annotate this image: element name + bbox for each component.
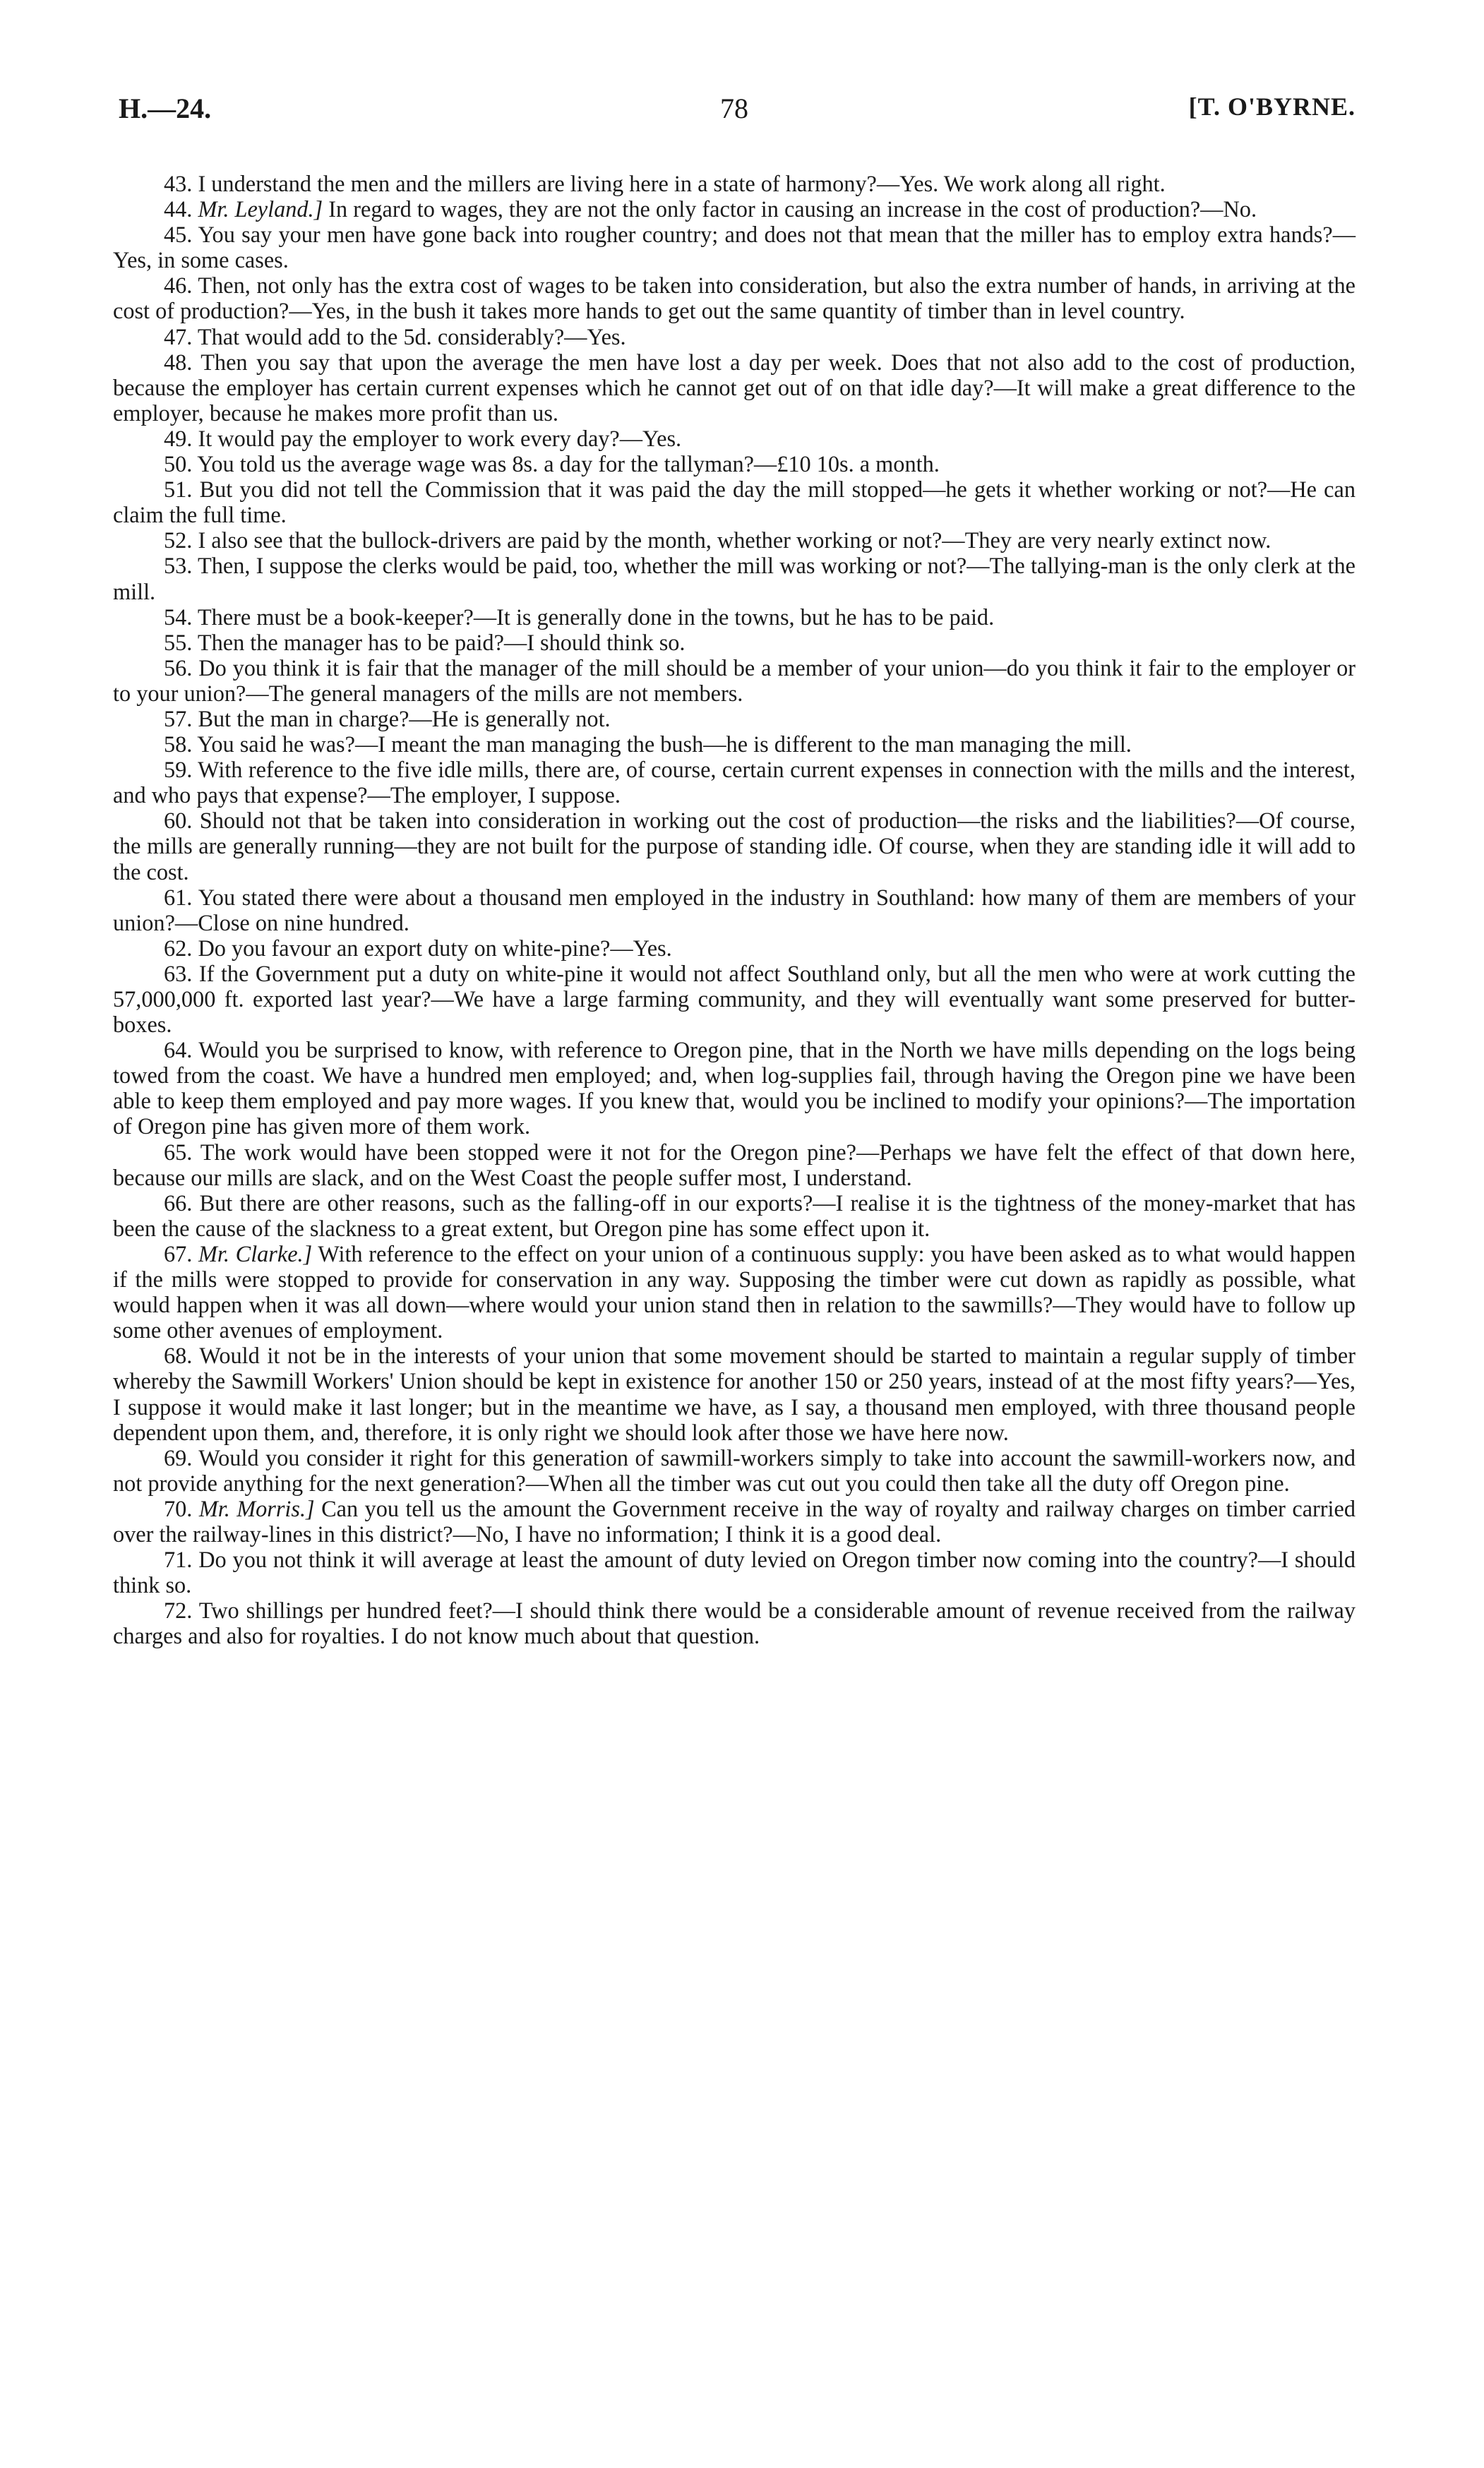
question-text: But the man in charge?—He is generally not. [198, 705, 611, 731]
question-text: In regard to wages, they are not the only factor in causing an increase in the cost of production?—No. [328, 196, 1257, 222]
question-text: You told us the average wage was 8s. a day for the tallyman?—£10 10s. a month. [197, 451, 940, 477]
question-paragraph [113, 426, 1356, 451]
question-number: 49. [164, 425, 193, 451]
question-text: Should not that be taken into consideration in working out the cost of production—the risks and the liabilities?—Of course, the mills are generally running—they are not built for the purpose of standing idle. Of course, when they are standing idle it will add to the cost. [113, 808, 1356, 885]
question-number: 66. [164, 1190, 193, 1216]
question-paragraph [113, 1139, 1356, 1190]
question-number: 50. [164, 451, 193, 477]
question-number: 48. [164, 349, 193, 375]
question-number: 68. [164, 1343, 193, 1369]
question-text: With reference to the five idle mills, there are, of course, certain current expenses in connection with the mills and the interest, and who pays that expense?—The employer, I suppose. [113, 757, 1356, 808]
question-number: 46. [164, 272, 193, 299]
question-paragraph [113, 706, 1356, 731]
question-paragraph [113, 553, 1356, 604]
question-number: 47. [164, 323, 193, 349]
question-number: 64. [164, 1037, 193, 1063]
question-paragraph [113, 171, 1356, 196]
question-paragraph [113, 655, 1356, 706]
question-paragraph [113, 935, 1356, 961]
question-number: 57. [164, 705, 193, 731]
question-number: 65. [164, 1139, 193, 1165]
question-paragraph [113, 1190, 1356, 1241]
question-paragraph [113, 222, 1356, 272]
question-paragraph [113, 349, 1356, 426]
question-number: 61. [164, 884, 193, 910]
question-paragraph [113, 757, 1356, 808]
question-number: 63. [164, 960, 193, 986]
question-text: It would pay the employer to work every day?—Yes. [198, 425, 682, 451]
question-paragraph [113, 808, 1356, 884]
question-text: You say your men have gone back into rougher country; and does not that mean that the miller has to employ extra hands?—Yes, in some cases. [113, 222, 1356, 273]
question-text: Do you not think it will average at least the amount of duty levied on Oregon timber now coming into the country?—I should think so. [113, 1547, 1356, 1598]
question-text: Would it not be in the interests of your union that some movement should be started to maintain a regular supply of timber whereby the Sawmill Workers' Union should be kept in existence for another 150 or 250 years, instead of at the most fifty years?—Yes, I suppose it would make it last longer; but in the meantime we have, as I say, a thousand men employed, with three thousand people dependent upon them, and, therefore, it is only right we should look after those we have here now. [113, 1343, 1356, 1445]
question-text: If the Government put a duty on white-pine it would not affect Southland only, but all the men who were at work cutting the 57,000,000 ft. exported last year?—We have a large farming community, and they will eventually want some preserved for butter-boxes. [113, 960, 1356, 1038]
question-text: Then the manager has to be paid?—I should think so. [197, 629, 686, 655]
question-paragraph [113, 885, 1356, 935]
question-paragraph [113, 1241, 1356, 1343]
question-paragraph [113, 1598, 1356, 1648]
testimony-body [113, 171, 1356, 1648]
speaker-name: Mr. Morris.] [198, 1495, 315, 1521]
question-text: Then, not only has the extra cost of wages to be taken into consideration, but also the extra number of hands, in arriving at the cost of production?—Yes, in the bush it takes more hands to get out the same quantity of timber than in level country. [113, 272, 1356, 324]
question-text: But you did not tell the Commission that it was paid the day the mill stopped—he gets it whether working or not?—He can claim the full time. [113, 477, 1356, 528]
question-number: 43. [164, 171, 193, 196]
question-number: 70. [164, 1495, 193, 1521]
question-paragraph [113, 272, 1356, 323]
question-paragraph [113, 527, 1356, 553]
question-paragraph [113, 604, 1356, 630]
question-paragraph [113, 477, 1356, 527]
question-paragraph [113, 961, 1356, 1037]
question-text: You said he was?—I meant the man managing the bush—he is different to the man managing the mill. [197, 731, 1132, 757]
witness-name: [T. O'BYRNE. [1188, 92, 1356, 121]
question-number: 72. [164, 1598, 193, 1624]
question-text: That would add to the 5d. considerably?—Yes. [197, 323, 626, 349]
question-paragraph [113, 1037, 1356, 1139]
question-number: 69. [164, 1444, 193, 1470]
question-text: Would you be surprised to know, with reference to Oregon pine, that in the North we have mills depending on the logs being towed from the coast. We have a hundred men employed; and, when log-supplies fail, through having the Oregon pine we have been able to keep them employed and pay more wages. If you knew that, would you be inclined to modify your opinions?—The importation of Oregon pine has given more of them work. [113, 1037, 1356, 1139]
question-paragraph [113, 731, 1356, 757]
question-paragraph [113, 630, 1356, 655]
question-number: 44. [164, 196, 193, 222]
question-text: You stated there were about a thousand men employed in the industry in Southland: how many of them are members of your union?—Close on nine hundred. [113, 884, 1356, 935]
question-text: I also see that the bullock-drivers are paid by the month, whether working or not?—They are very nearly extinct now. [198, 527, 1271, 553]
question-number: 53. [164, 553, 193, 579]
question-text: But there are other reasons, such as the falling-off in our exports?—I realise it is the tightness of the money-market that has been the cause of the slackness to a great extent, but Oregon pine has some effect upon it. [113, 1190, 1356, 1241]
speaker-name: Mr. Leyland.] [198, 196, 323, 222]
question-number: 67. [164, 1240, 193, 1266]
question-number: 52. [164, 527, 193, 553]
question-number: 62. [164, 935, 193, 961]
question-number: 45. [164, 222, 193, 248]
question-paragraph [113, 451, 1356, 477]
question-text: With reference to the effect on your union of a continuous supply: you have been asked as to what would happen if the mills were stopped to provide for conservation in any way. Supposing the timber were cut down as rapidly as possible, what would happen when it was all down—where would your union stand then in relation to the sawmills?—They would have to follow up some other avenues of employment. [113, 1240, 1356, 1343]
question-text: Then, I suppose the clerks would be paid, too, whether the mill was working or not?—The tallying-man is the only clerk at the mill. [113, 553, 1356, 604]
question-number: 54. [164, 604, 193, 630]
question-paragraph [113, 1547, 1356, 1598]
question-number: 60. [164, 808, 193, 834]
document-page [113, 92, 1356, 1648]
question-text: I understand the men and the millers are living here in a state of harmony?—Yes. We work along all right. [198, 171, 1166, 196]
page-header [113, 92, 1356, 141]
question-text: The work would have been stopped were it not for the Oregon pine?—Perhaps we have felt the effect of that down here, because our mills are slack, and on the West Coast the people suffer most, I understand. [113, 1139, 1356, 1190]
question-number: 71. [164, 1547, 193, 1573]
question-text: Would you consider it right for this generation of sawmill-workers simply to take into account the sawmill-workers now, and not provide anything for the next generation?—When all the timber was cut out you could then take all the duty off Oregon pine. [113, 1444, 1356, 1496]
question-paragraph [113, 1445, 1356, 1496]
question-text: Two shillings per hundred feet?—I should think there would be a considerable amount of revenue received from the railway charges and also for royalties. I do not know much about that question. [113, 1598, 1356, 1649]
question-paragraph [113, 196, 1356, 222]
question-text: Can you tell us the amount the Government receive in the way of royalty and railway charges on timber carried over the railway-lines in this district?—No, I have no information; I think it is a good deal. [113, 1495, 1356, 1547]
question-number: 56. [164, 654, 193, 681]
question-number: 55. [164, 629, 193, 655]
question-text: Do you favour an export duty on white-pine?—Yes. [198, 935, 672, 961]
page-number: 78 [720, 92, 748, 124]
question-paragraph [113, 1496, 1356, 1547]
question-paragraph [113, 324, 1356, 349]
question-number: 59. [164, 757, 193, 783]
question-number: 58. [164, 731, 193, 757]
question-text: Then you say that upon the average the men have lost a day per week. Does that not also add to the cost of production, because the employer has certain current expenses which he cannot get out of on that idle day?—It will make a great difference to the employer, because he makes more profit than us. [113, 349, 1356, 426]
question-text: There must be a book-keeper?—It is generally done in the towns, but he has to be paid. [197, 604, 995, 630]
question-paragraph [113, 1343, 1356, 1444]
document-code: H.—24. [119, 92, 212, 124]
question-number: 51. [164, 477, 193, 503]
speaker-name: Mr. Clarke.] [198, 1240, 313, 1266]
question-text: Do you think it is fair that the manager of the mill should be a member of your union—do you think it fair to the employer or to your union?—The general managers of the mills are not members. [113, 654, 1356, 706]
